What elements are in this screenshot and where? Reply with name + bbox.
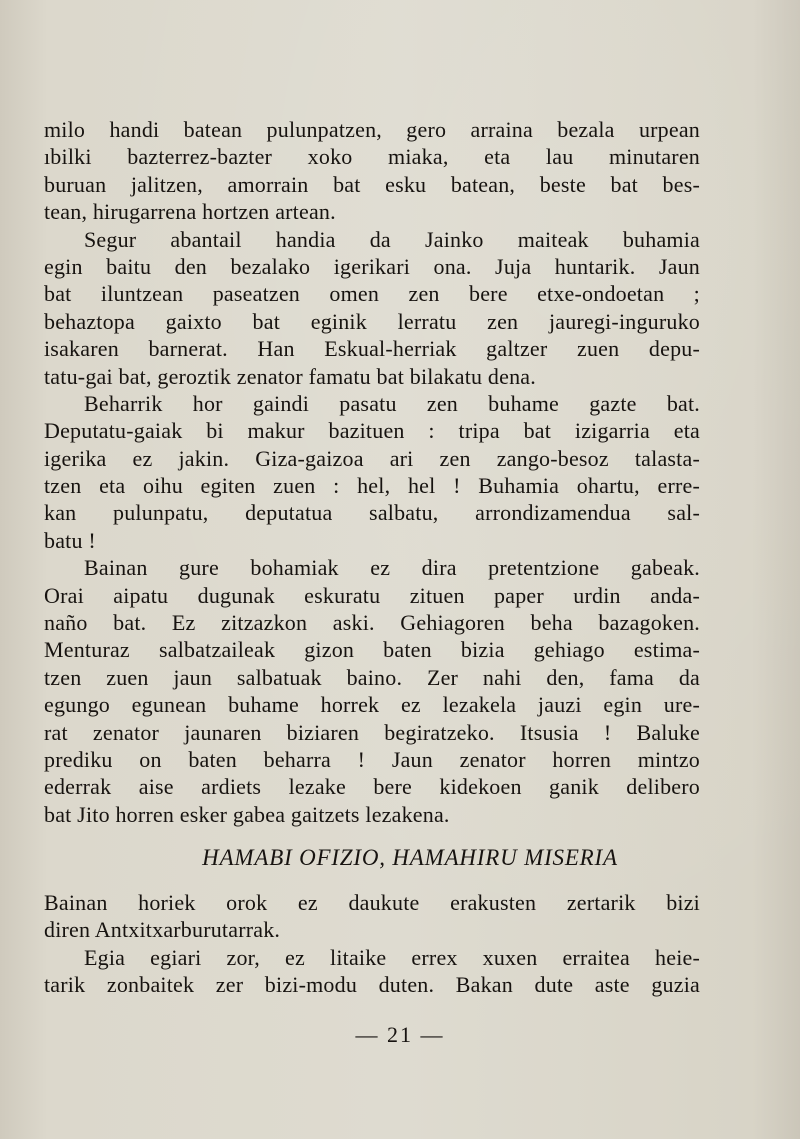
section-body-line: Egia egiari zor, ez litaike errex xuxen erraitea heie- bbox=[84, 944, 700, 970]
body-line: tzen eta oihu egiten zuen : hel, hel ! Buhamia ohartu, erre- bbox=[44, 473, 700, 499]
body-line: egin baitu den bezalako igerikari ona. Juja huntarik. Jaun bbox=[44, 253, 700, 279]
section-heading-text: HAMABI OFIZIO, HAMAHIRU MISERIA bbox=[202, 845, 618, 870]
body-line: prediku on baten beharra ! Jaun zenator horren mintzo bbox=[44, 746, 700, 772]
body-line: Segur abantail handia da Jainko maiteak buhamia bbox=[84, 226, 700, 252]
body-line: igerika ez jakin. Giza-gaizoa ari zen zango-besoz talasta- bbox=[44, 445, 700, 471]
page-number: — 21 — bbox=[355, 1022, 445, 1047]
body-line: egungo egunean buhame horrek ez lezakela jauzi egin ure- bbox=[44, 692, 700, 718]
body-line: ederrak aise ardiets lezake bere kidekoen ganik delibero bbox=[44, 774, 700, 800]
body-text bbox=[44, 116, 700, 828]
body-line: tean, hirugarrena hortzen artean. bbox=[44, 199, 336, 225]
body-line: bat Jito horren esker gabea gaitzets lezakena. bbox=[44, 801, 450, 827]
section-body-line: tarik zonbaitek zer bizi-modu duten. Bakan dute aste guzia bbox=[44, 972, 700, 998]
body-line: batu ! bbox=[44, 527, 96, 553]
section-body-line: diren Antxitxarburutarrak. bbox=[44, 917, 281, 943]
body-line: tzen zuen jaun salbatuak baino. Zer nahi den, fama da bbox=[44, 664, 700, 690]
body-line: milo handi batean pulunpatzen, gero arraina bezala urpean bbox=[44, 117, 700, 142]
body-line: kan pulunpatu, deputatua salbatu, arrondizamendua sal- bbox=[44, 500, 700, 526]
section-body-line: Bainan horiek orok ez daukute erakusten zertarik bizi bbox=[44, 890, 700, 915]
body-line: behaztopa gaixto bat eginik lerratu zen jauregi-inguruko bbox=[44, 308, 700, 334]
body-line: Beharrik hor gaindi pasatu zen buhame gazte bat. bbox=[84, 390, 700, 416]
section-body-text bbox=[44, 889, 700, 999]
body-line: Bainan gure bohamiak ez dira pretentzione gabeak. bbox=[84, 555, 700, 581]
body-line: Menturaz salbatzaileak gizon baten bizia gehiago estima- bbox=[44, 637, 700, 663]
body-line: Deputatu-gaiak bi makur bazituen : tripa bat izigarria eta bbox=[44, 418, 700, 444]
body-line: bat iluntzean paseatzen omen zen bere etxe-ondoetan ; bbox=[44, 281, 700, 307]
body-line: ıbilki bazterrez-bazter xoko miaka, eta lau minutaren bbox=[44, 144, 700, 170]
body-line: rat zenator jaunaren biziaren begiratzeko. Itsusia ! Baluke bbox=[44, 719, 700, 745]
body-line: buruan jalitzen, amorrain bat esku batean, beste bat bes- bbox=[44, 171, 700, 197]
body-line: tatu-gai bat, geroztik zenator famatu bat bilakatu dena. bbox=[44, 363, 536, 389]
section-heading bbox=[0, 845, 800, 871]
body-line: isakaren barnerat. Han Eskual-herriak galtzer zuen depu- bbox=[44, 336, 700, 362]
body-line: naño bat. Ez zitzazkon aski. Gehiagoren beha bazagoken. bbox=[44, 610, 700, 636]
body-line: Orai aipatu dugunak eskuratu zituen paper urdin anda- bbox=[44, 582, 700, 608]
